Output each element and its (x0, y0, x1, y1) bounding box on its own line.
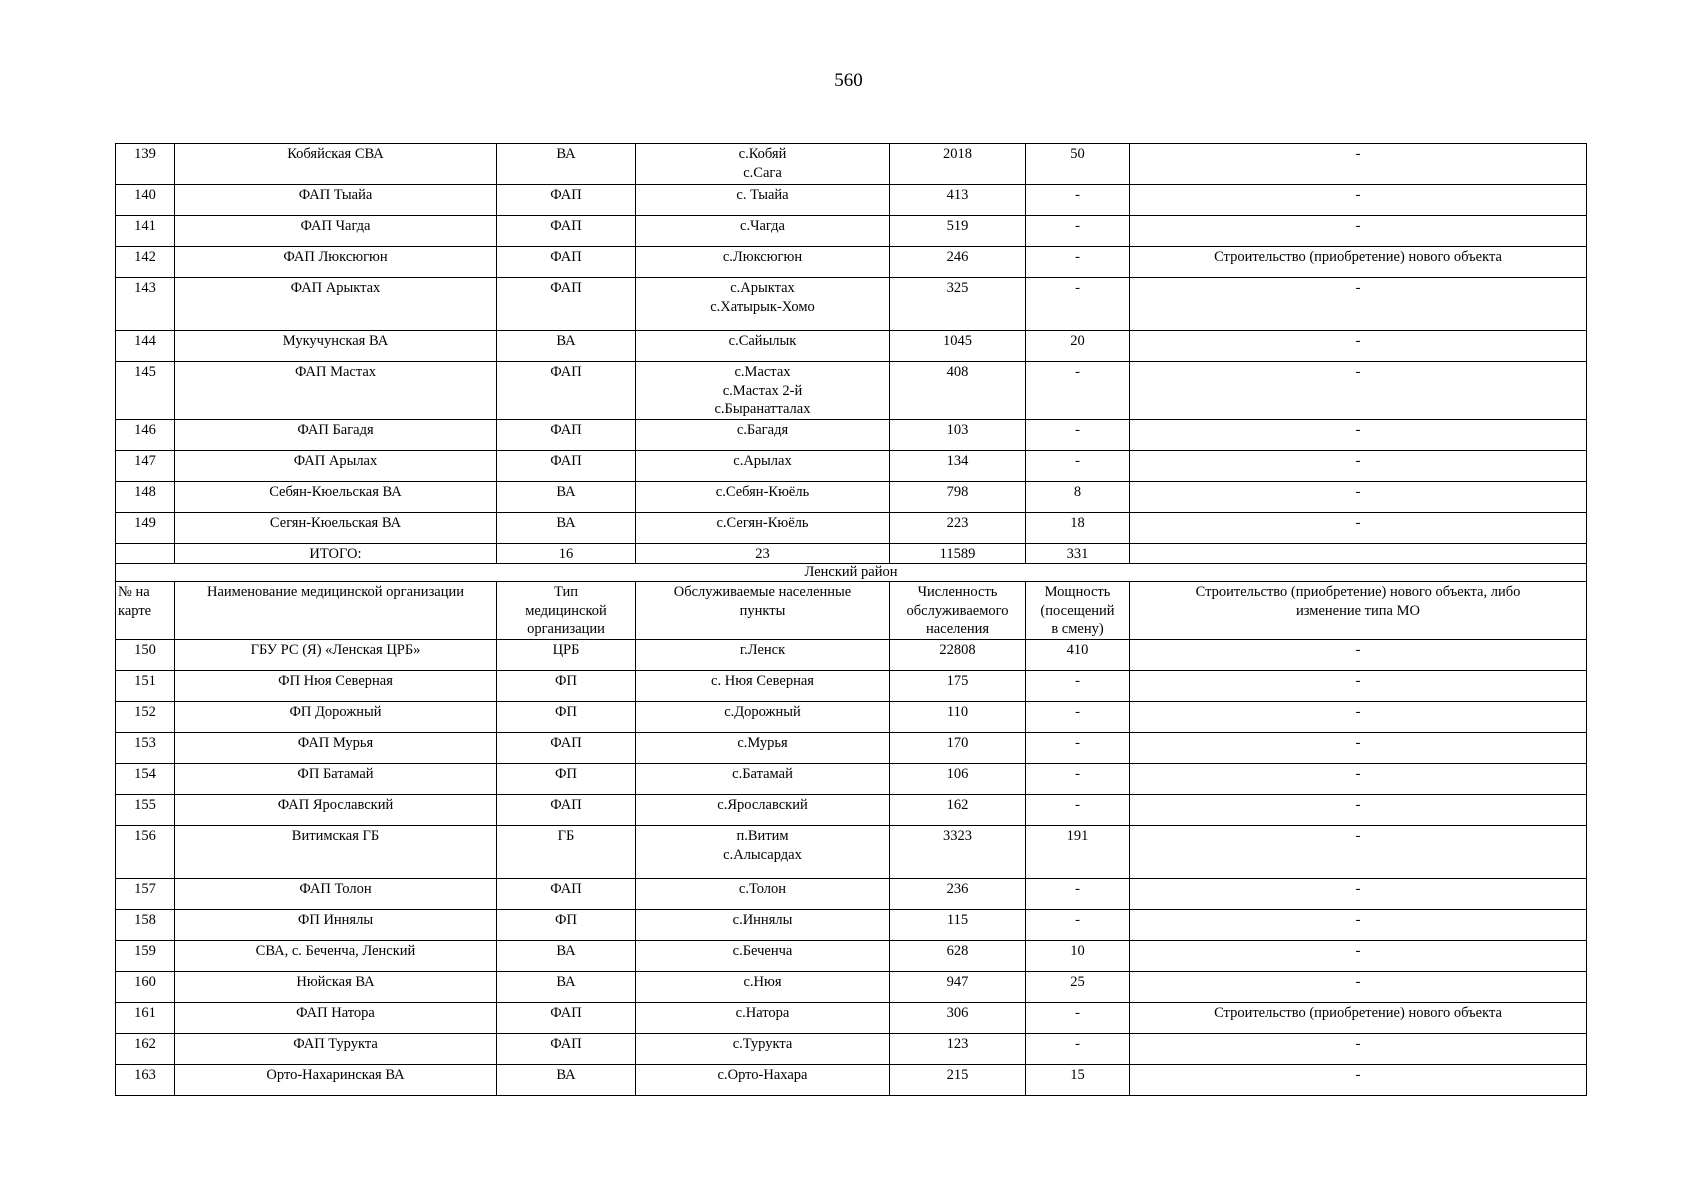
cell-row-number: 150 (116, 640, 175, 671)
cell-organization-type: ФП (497, 764, 636, 795)
cell-organization-name: ФАП Багадя (175, 419, 497, 450)
table-row (116, 247, 1587, 278)
cell-construction-note: - (1130, 512, 1587, 543)
cell-organization-name: ФАП Ярославский (175, 795, 497, 826)
cell-organization-type: ГБ (497, 826, 636, 879)
cell-organization-name: ФАП Чагда (175, 216, 497, 247)
cell-capacity: - (1026, 185, 1130, 216)
cell-capacity: - (1026, 879, 1130, 910)
cell-population: 175 (890, 671, 1026, 702)
cell-organization-type: ФП (497, 910, 636, 941)
cell-served-settlements: с.Батамай (636, 764, 890, 795)
cell-served-settlements: с.Чагда (636, 216, 890, 247)
cell-organization-type: ВА (497, 941, 636, 972)
cell-served-settlements: с.Иннялы (636, 910, 890, 941)
cell-row-number: 152 (116, 702, 175, 733)
cell-construction-note: Строительство (приобретение) нового объекта (1130, 247, 1587, 278)
cell-organization-name: Себян-Кюельская ВА (175, 481, 497, 512)
cell-row-number: 140 (116, 185, 175, 216)
cell-construction-note: - (1130, 910, 1587, 941)
cell-row-number: 156 (116, 826, 175, 879)
cell-construction-note: Строительство (приобретение) нового объекта (1130, 1003, 1587, 1034)
table-row (116, 512, 1587, 543)
cell-organization-type: ВА (497, 481, 636, 512)
table-total (116, 543, 1587, 640)
cell-organization-name: ФАП Люксюгюн (175, 247, 497, 278)
table-row (116, 185, 1587, 216)
table-row (116, 362, 1587, 420)
cell-organization-name: Орто-Нахаринская ВА (175, 1065, 497, 1096)
cell-population: 103 (890, 419, 1026, 450)
cell-organization-type: ФАП (497, 1003, 636, 1034)
cell-capacity: - (1026, 1003, 1130, 1034)
cell-organization-type: ВА (497, 331, 636, 362)
cell-organization-name: ФАП Мурья (175, 733, 497, 764)
cell-organization-name: Витимская ГБ (175, 826, 497, 879)
cell-capacity: - (1026, 419, 1130, 450)
cell-capacity: - (1026, 247, 1130, 278)
table-row (116, 331, 1587, 362)
cell-construction-note: - (1130, 972, 1587, 1003)
cell-population: 236 (890, 879, 1026, 910)
cell-organization-type: ФАП (497, 795, 636, 826)
cell-organization-name: ФП Нюя Северная (175, 671, 497, 702)
cell-construction-note: - (1130, 879, 1587, 910)
total-no (116, 543, 175, 564)
cell-construction-note: - (1130, 144, 1587, 185)
cell-row-number: 161 (116, 1003, 175, 1034)
cell-population: 22808 (890, 640, 1026, 671)
cell-capacity: - (1026, 362, 1130, 420)
table-row (116, 826, 1587, 879)
cell-construction-note: - (1130, 278, 1587, 331)
cell-population: 246 (890, 247, 1026, 278)
cell-population: 215 (890, 1065, 1026, 1096)
cell-capacity: 25 (1026, 972, 1130, 1003)
cell-construction-note: - (1130, 795, 1587, 826)
cell-population: 1045 (890, 331, 1026, 362)
cell-organization-type: ФАП (497, 1034, 636, 1065)
cell-row-number: 144 (116, 331, 175, 362)
cell-construction-note: - (1130, 733, 1587, 764)
cell-population: 947 (890, 972, 1026, 1003)
cell-served-settlements: г.Ленск (636, 640, 890, 671)
total-row (116, 543, 1587, 564)
cell-row-number: 141 (116, 216, 175, 247)
cell-organization-name: ФП Дорожный (175, 702, 497, 733)
cell-population: 110 (890, 702, 1026, 733)
cell-construction-note: - (1130, 640, 1587, 671)
cell-served-settlements: с.Турукта (636, 1034, 890, 1065)
table-row (116, 1065, 1587, 1096)
cell-organization-name: ФАП Тыайа (175, 185, 497, 216)
header-name: Наименование медицинской организации (175, 582, 497, 640)
cell-capacity: 20 (1026, 331, 1130, 362)
cell-row-number: 143 (116, 278, 175, 331)
cell-served-settlements: с.Себян-Кюёль (636, 481, 890, 512)
cell-construction-note: - (1130, 702, 1587, 733)
total-construction (1130, 543, 1587, 564)
cell-organization-type: ФАП (497, 419, 636, 450)
header-places: Обслуживаемые населенные пункты (636, 582, 890, 640)
table-row (116, 879, 1587, 910)
cell-population: 134 (890, 450, 1026, 481)
cell-capacity: - (1026, 702, 1130, 733)
cell-population: 413 (890, 185, 1026, 216)
cell-capacity: - (1026, 216, 1130, 247)
cell-population: 170 (890, 733, 1026, 764)
cell-population: 106 (890, 764, 1026, 795)
cell-row-number: 158 (116, 910, 175, 941)
cell-construction-note: - (1130, 764, 1587, 795)
table-row (116, 419, 1587, 450)
cell-served-settlements: с.Сегян-Кюёль (636, 512, 890, 543)
cell-organization-type: ЦРБ (497, 640, 636, 671)
cell-row-number: 146 (116, 419, 175, 450)
cell-capacity: - (1026, 764, 1130, 795)
cell-organization-type: ФАП (497, 362, 636, 420)
cell-capacity: 18 (1026, 512, 1130, 543)
header-capacity: Мощность (посещений в смену) (1026, 582, 1130, 640)
page-number: 560 (834, 70, 863, 91)
cell-capacity: 50 (1026, 144, 1130, 185)
cell-capacity: 15 (1026, 1065, 1130, 1096)
cell-population: 162 (890, 795, 1026, 826)
cell-organization-type: ФАП (497, 247, 636, 278)
cell-served-settlements: с.Нюя (636, 972, 890, 1003)
table-body-bottom (116, 640, 1587, 1096)
header-row (116, 582, 1587, 640)
cell-population: 306 (890, 1003, 1026, 1034)
cell-capacity: 10 (1026, 941, 1130, 972)
cell-capacity: - (1026, 671, 1130, 702)
cell-organization-name: ФАП Арылах (175, 450, 497, 481)
cell-row-number: 147 (116, 450, 175, 481)
cell-construction-note: - (1130, 185, 1587, 216)
cell-organization-name: ФП Батамай (175, 764, 497, 795)
cell-served-settlements: с.Мастах с.Мастах 2-й с.Быранатталах (636, 362, 890, 420)
cell-served-settlements: с.Арыктах с.Хатырык-Хомо (636, 278, 890, 331)
cell-organization-name: Сегян-Кюельская ВА (175, 512, 497, 543)
table-row (116, 972, 1587, 1003)
cell-construction-note: - (1130, 419, 1587, 450)
cell-organization-type: ФАП (497, 733, 636, 764)
cell-capacity: 8 (1026, 481, 1130, 512)
cell-row-number: 163 (116, 1065, 175, 1096)
cell-organization-name: ФАП Натора (175, 1003, 497, 1034)
cell-population: 115 (890, 910, 1026, 941)
cell-population: 519 (890, 216, 1026, 247)
cell-construction-note: - (1130, 826, 1587, 879)
cell-construction-note: - (1130, 1034, 1587, 1065)
cell-organization-name: Мукучунская ВА (175, 331, 497, 362)
cell-organization-type: ВА (497, 972, 636, 1003)
cell-row-number: 153 (116, 733, 175, 764)
cell-row-number: 154 (116, 764, 175, 795)
table-row (116, 733, 1587, 764)
cell-served-settlements: с.Люксюгюн (636, 247, 890, 278)
cell-served-settlements: с.Мурья (636, 733, 890, 764)
cell-organization-name: Нюйская ВА (175, 972, 497, 1003)
cell-capacity: 191 (1026, 826, 1130, 879)
table-row (116, 481, 1587, 512)
cell-row-number: 149 (116, 512, 175, 543)
cell-organization-name: СВА, с. Беченча, Ленский (175, 941, 497, 972)
cell-organization-type: ВА (497, 144, 636, 185)
cell-capacity: - (1026, 450, 1130, 481)
cell-organization-name: ФАП Толон (175, 879, 497, 910)
table-row (116, 941, 1587, 972)
cell-population: 223 (890, 512, 1026, 543)
table-row (116, 640, 1587, 671)
table-row (116, 795, 1587, 826)
total-type-count: 16 (497, 543, 636, 564)
cell-organization-type: ФАП (497, 450, 636, 481)
cell-capacity: - (1026, 795, 1130, 826)
table-row (116, 1034, 1587, 1065)
cell-organization-type: ФАП (497, 278, 636, 331)
cell-served-settlements: с.Дорожный (636, 702, 890, 733)
cell-organization-type: ФП (497, 702, 636, 733)
cell-row-number: 162 (116, 1034, 175, 1065)
table-row (116, 702, 1587, 733)
cell-construction-note: - (1130, 941, 1587, 972)
cell-organization-type: ФАП (497, 185, 636, 216)
cell-row-number: 151 (116, 671, 175, 702)
cell-organization-type: ФАП (497, 879, 636, 910)
cell-population: 2018 (890, 144, 1026, 185)
cell-construction-note: - (1130, 1065, 1587, 1096)
cell-served-settlements: с.Орто-Нахара (636, 1065, 890, 1096)
cell-construction-note: - (1130, 331, 1587, 362)
total-label: ИТОГО: (175, 543, 497, 564)
cell-organization-name: ГБУ РС (Я) «Ленская ЦРБ» (175, 640, 497, 671)
total-population: 11589 (890, 543, 1026, 564)
table-row (116, 450, 1587, 481)
cell-organization-name: ФАП Мастах (175, 362, 497, 420)
table-row (116, 278, 1587, 331)
cell-row-number: 145 (116, 362, 175, 420)
cell-served-settlements: с.Натора (636, 1003, 890, 1034)
total-capacity: 331 (1026, 543, 1130, 564)
cell-population: 123 (890, 1034, 1026, 1065)
cell-row-number: 159 (116, 941, 175, 972)
section-row (116, 564, 1587, 582)
cell-capacity: - (1026, 278, 1130, 331)
cell-construction-note: - (1130, 450, 1587, 481)
header-no: № на карте (116, 582, 175, 640)
cell-construction-note: - (1130, 481, 1587, 512)
cell-organization-type: ВА (497, 512, 636, 543)
cell-row-number: 157 (116, 879, 175, 910)
cell-construction-note: - (1130, 216, 1587, 247)
cell-capacity: - (1026, 1034, 1130, 1065)
cell-organization-name: ФАП Арыктах (175, 278, 497, 331)
cell-served-settlements: с.Багадя (636, 419, 890, 450)
cell-capacity: - (1026, 733, 1130, 764)
header-type: Тип медицинской организации (497, 582, 636, 640)
cell-served-settlements: с.Толон (636, 879, 890, 910)
cell-row-number: 155 (116, 795, 175, 826)
medical-organizations-table (115, 143, 1587, 1096)
cell-row-number: 142 (116, 247, 175, 278)
table-body-top (116, 144, 1587, 544)
table-row (116, 1003, 1587, 1034)
cell-organization-type: ФАП (497, 216, 636, 247)
cell-served-settlements: с.Ярославский (636, 795, 890, 826)
cell-construction-note: - (1130, 671, 1587, 702)
cell-served-settlements: п.Витим с.Алысардах (636, 826, 890, 879)
header-population: Численность обслуживаемого населения (890, 582, 1026, 640)
cell-served-settlements: с. Нюя Северная (636, 671, 890, 702)
cell-organization-type: ВА (497, 1065, 636, 1096)
cell-capacity: - (1026, 910, 1130, 941)
table-row (116, 764, 1587, 795)
cell-population: 408 (890, 362, 1026, 420)
cell-population: 798 (890, 481, 1026, 512)
cell-row-number: 139 (116, 144, 175, 185)
cell-served-settlements: с.Сайылык (636, 331, 890, 362)
cell-population: 3323 (890, 826, 1026, 879)
cell-construction-note: - (1130, 362, 1587, 420)
cell-row-number: 148 (116, 481, 175, 512)
cell-organization-type: ФП (497, 671, 636, 702)
total-places-count: 23 (636, 543, 890, 564)
cell-served-settlements: с.Беченча (636, 941, 890, 972)
section-title: Ленский район (116, 564, 1587, 582)
cell-organization-name: ФП Иннялы (175, 910, 497, 941)
cell-served-settlements: с.Кобяй с.Сага (636, 144, 890, 185)
cell-population: 628 (890, 941, 1026, 972)
cell-population: 325 (890, 278, 1026, 331)
table-row (116, 216, 1587, 247)
table-row (116, 910, 1587, 941)
cell-row-number: 160 (116, 972, 175, 1003)
cell-served-settlements: с.Арылах (636, 450, 890, 481)
header-construction: Строительство (приобретение) нового объекта, либо изменение типа МО (1130, 582, 1587, 640)
table-row (116, 144, 1587, 185)
cell-organization-name: ФАП Турукта (175, 1034, 497, 1065)
cell-organization-name: Кобяйская СВА (175, 144, 497, 185)
cell-served-settlements: с. Тыайа (636, 185, 890, 216)
cell-capacity: 410 (1026, 640, 1130, 671)
table-row (116, 671, 1587, 702)
